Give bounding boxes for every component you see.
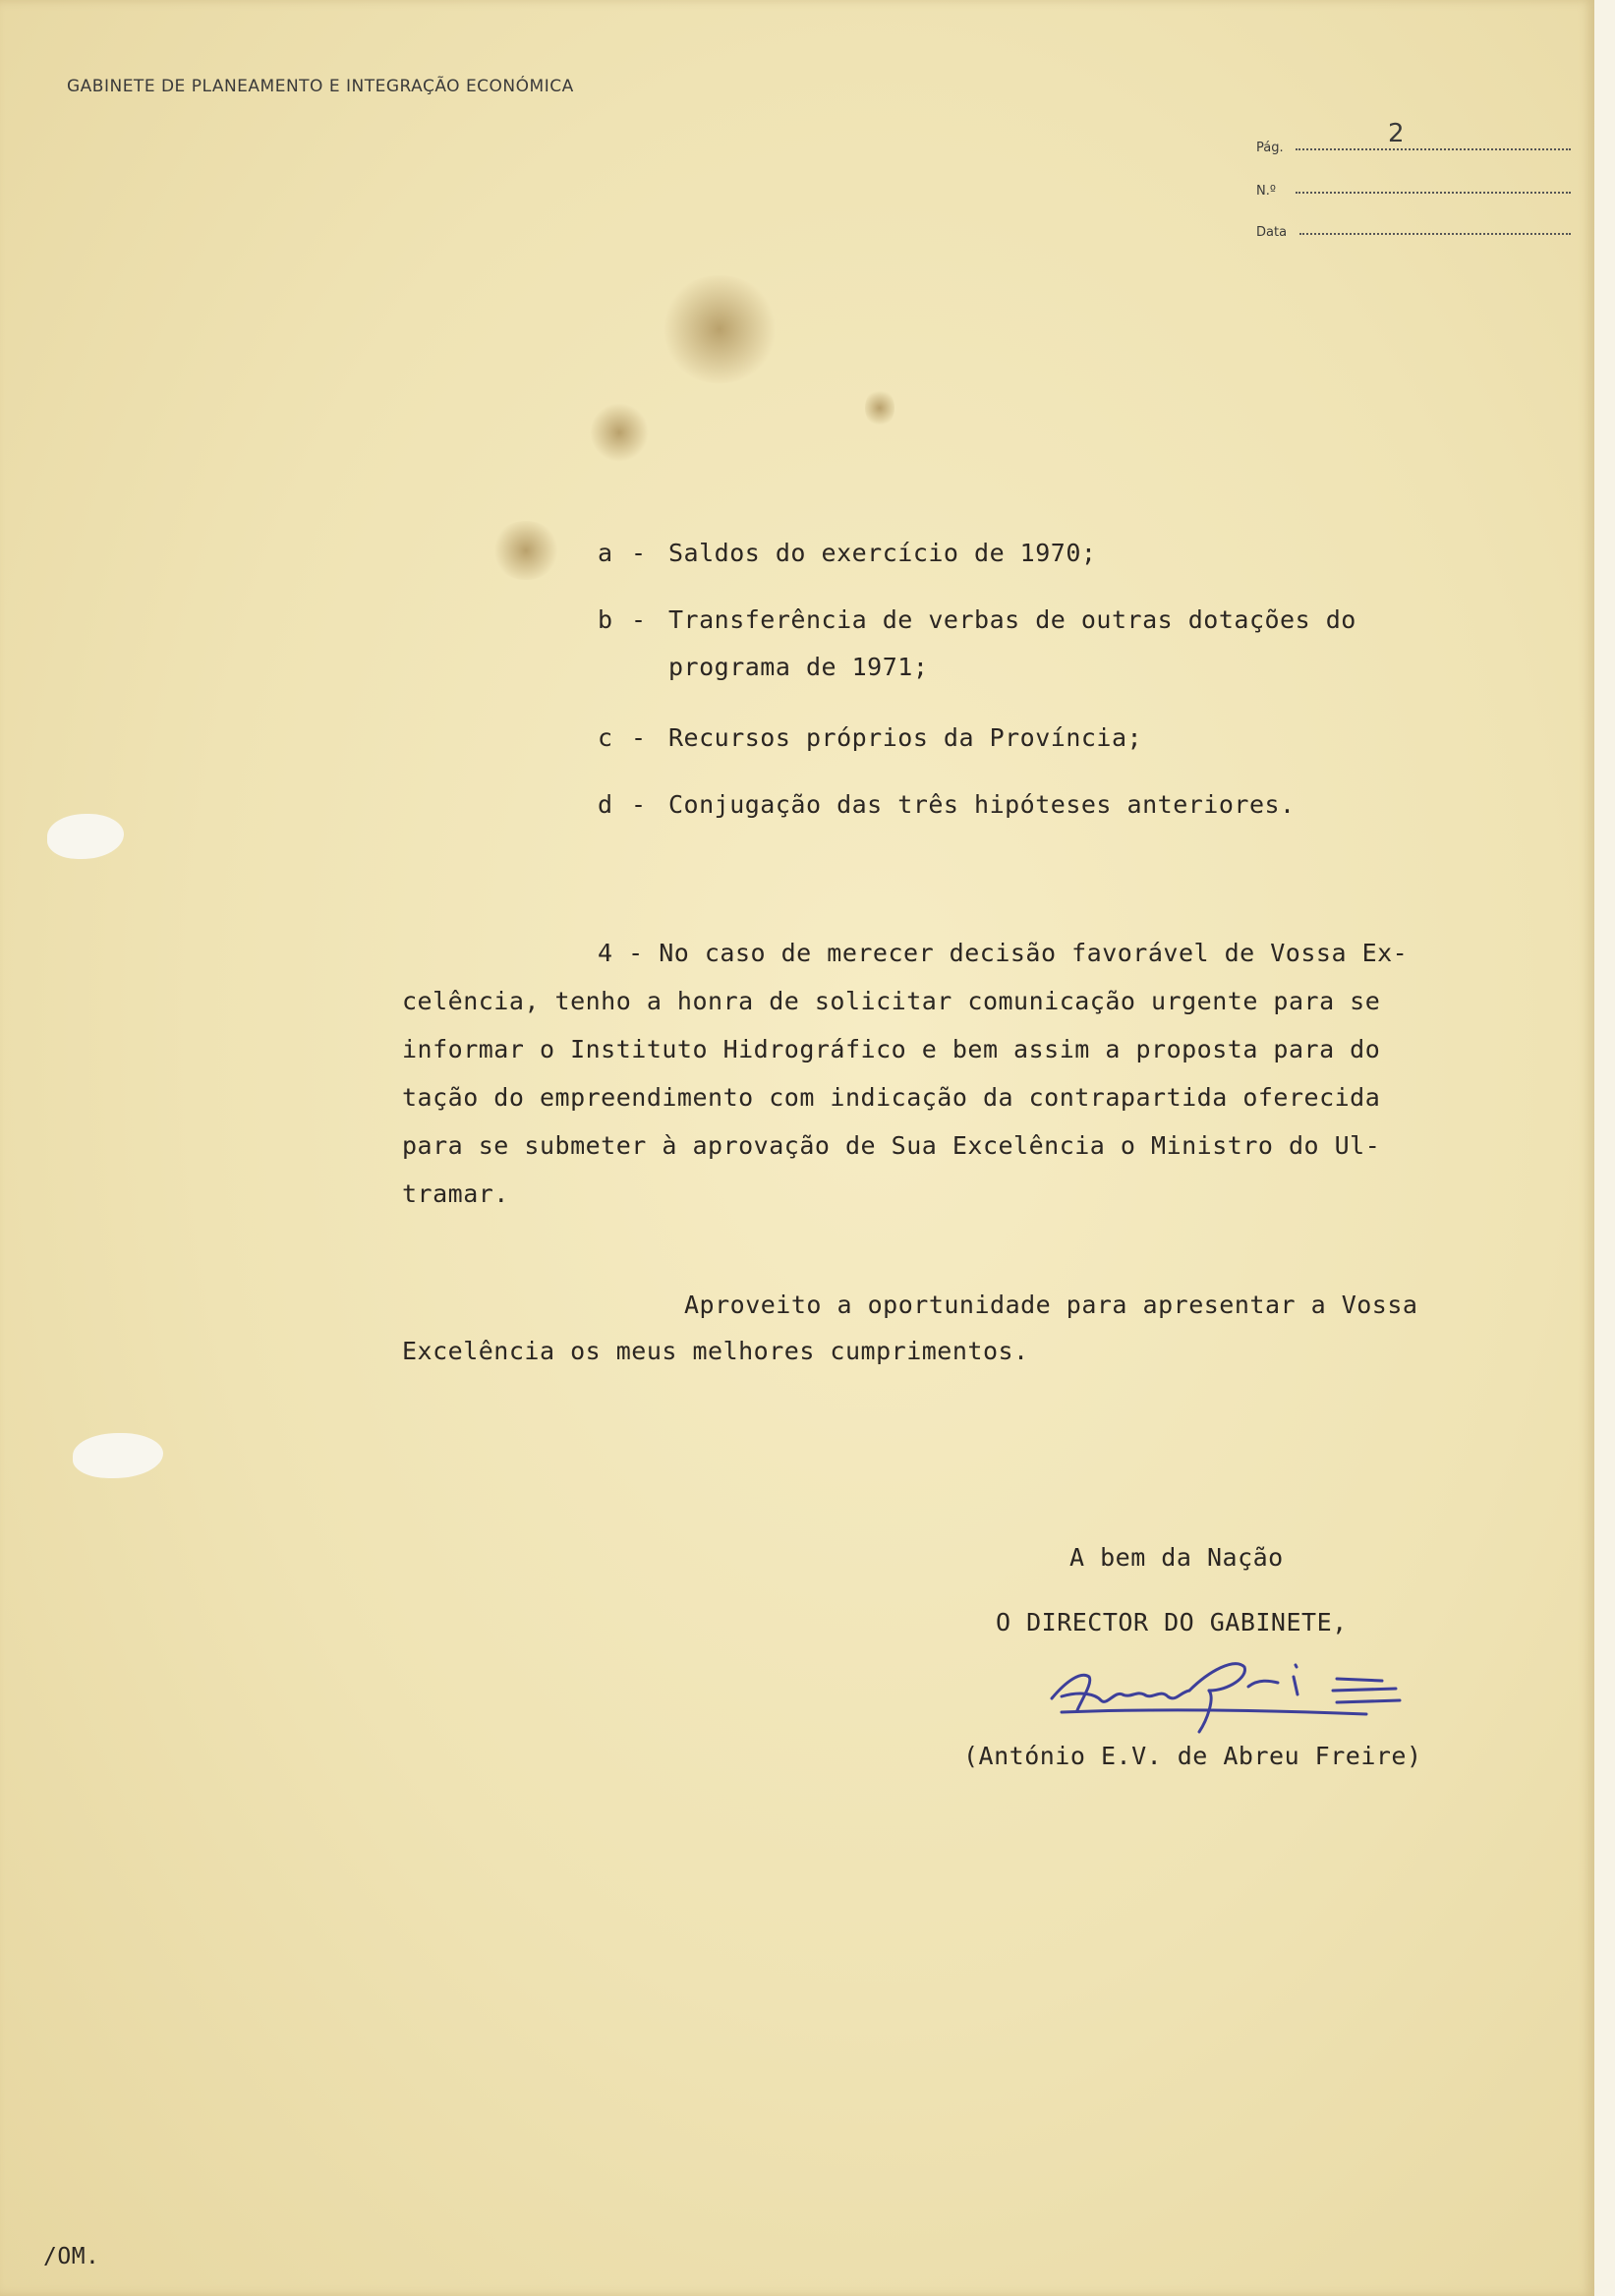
paragraph-line: 4 - No caso de merecer decisão favorável de Vossa Ex-	[598, 939, 1409, 967]
meta-number-line	[1296, 192, 1571, 194]
stain-spot	[491, 521, 560, 580]
paragraph-line: tramar.	[402, 1179, 509, 1208]
meta-page-value: 2	[1388, 119, 1405, 148]
list-item-text: Saldos do exercício de 1970;	[668, 539, 1097, 567]
closing-line: Aproveito a oportunidade para apresentar a Vossa	[684, 1291, 1418, 1319]
meta-number	[1256, 184, 1276, 199]
paragraph-line: celência, tenho a honra de solicitar comunicação urgente para se	[402, 987, 1381, 1015]
list-item-dash: -	[631, 539, 647, 567]
closing-line: Excelência os meus melhores cumprimentos.	[402, 1337, 1029, 1365]
page-edge	[1594, 0, 1615, 2296]
list-item-dash: -	[631, 605, 647, 634]
meta-date-label: Data	[1256, 225, 1288, 240]
paragraph-line: informar o Instituto Hidrográfico e bem assim a proposta para do	[402, 1035, 1381, 1063]
list-item-text: Transferência de verbas de outras dotações do	[668, 605, 1356, 634]
signatory-title: O DIRECTOR DO GABINETE,	[996, 1608, 1348, 1636]
list-item-text: programa de 1971;	[668, 653, 929, 681]
meta-page-label: Pág.	[1256, 141, 1284, 155]
meta-number-label: N.º	[1256, 184, 1276, 199]
list-item-letter: b	[598, 605, 613, 634]
reference-initials: /OM.	[43, 2244, 100, 2269]
letterhead: GABINETE DE PLANEAMENTO E INTEGRAÇÃO ECONÓMICA	[67, 77, 574, 96]
salutation: A bem da Nação	[1069, 1543, 1284, 1572]
handwritten-signature	[1042, 1651, 1435, 1750]
paragraph-line: tação do empreendimento com indicação da contrapartida oferecida	[402, 1083, 1381, 1112]
stain-spot	[865, 388, 894, 428]
meta-page	[1256, 119, 1405, 155]
meta-page-line	[1296, 148, 1571, 150]
list-item-letter: d	[598, 790, 613, 819]
meta-date	[1256, 225, 1287, 240]
meta-date-line	[1299, 233, 1571, 235]
list-item-dash: -	[631, 790, 647, 819]
list-item-text: Conjugação das três hipóteses anteriores.	[668, 790, 1296, 819]
list-item-letter: c	[598, 723, 613, 752]
list-item-text: Recursos próprios da Província;	[668, 723, 1143, 752]
signatory-name: (António E.V. de Abreu Freire)	[963, 1742, 1422, 1770]
paragraph-line: para se submeter à aprovação de Sua Excelência o Ministro do Ul-	[402, 1131, 1381, 1160]
stain-spot	[590, 403, 649, 462]
list-item-letter: a	[598, 539, 613, 567]
list-item-dash: -	[631, 723, 647, 752]
stain-spot	[661, 275, 779, 383]
